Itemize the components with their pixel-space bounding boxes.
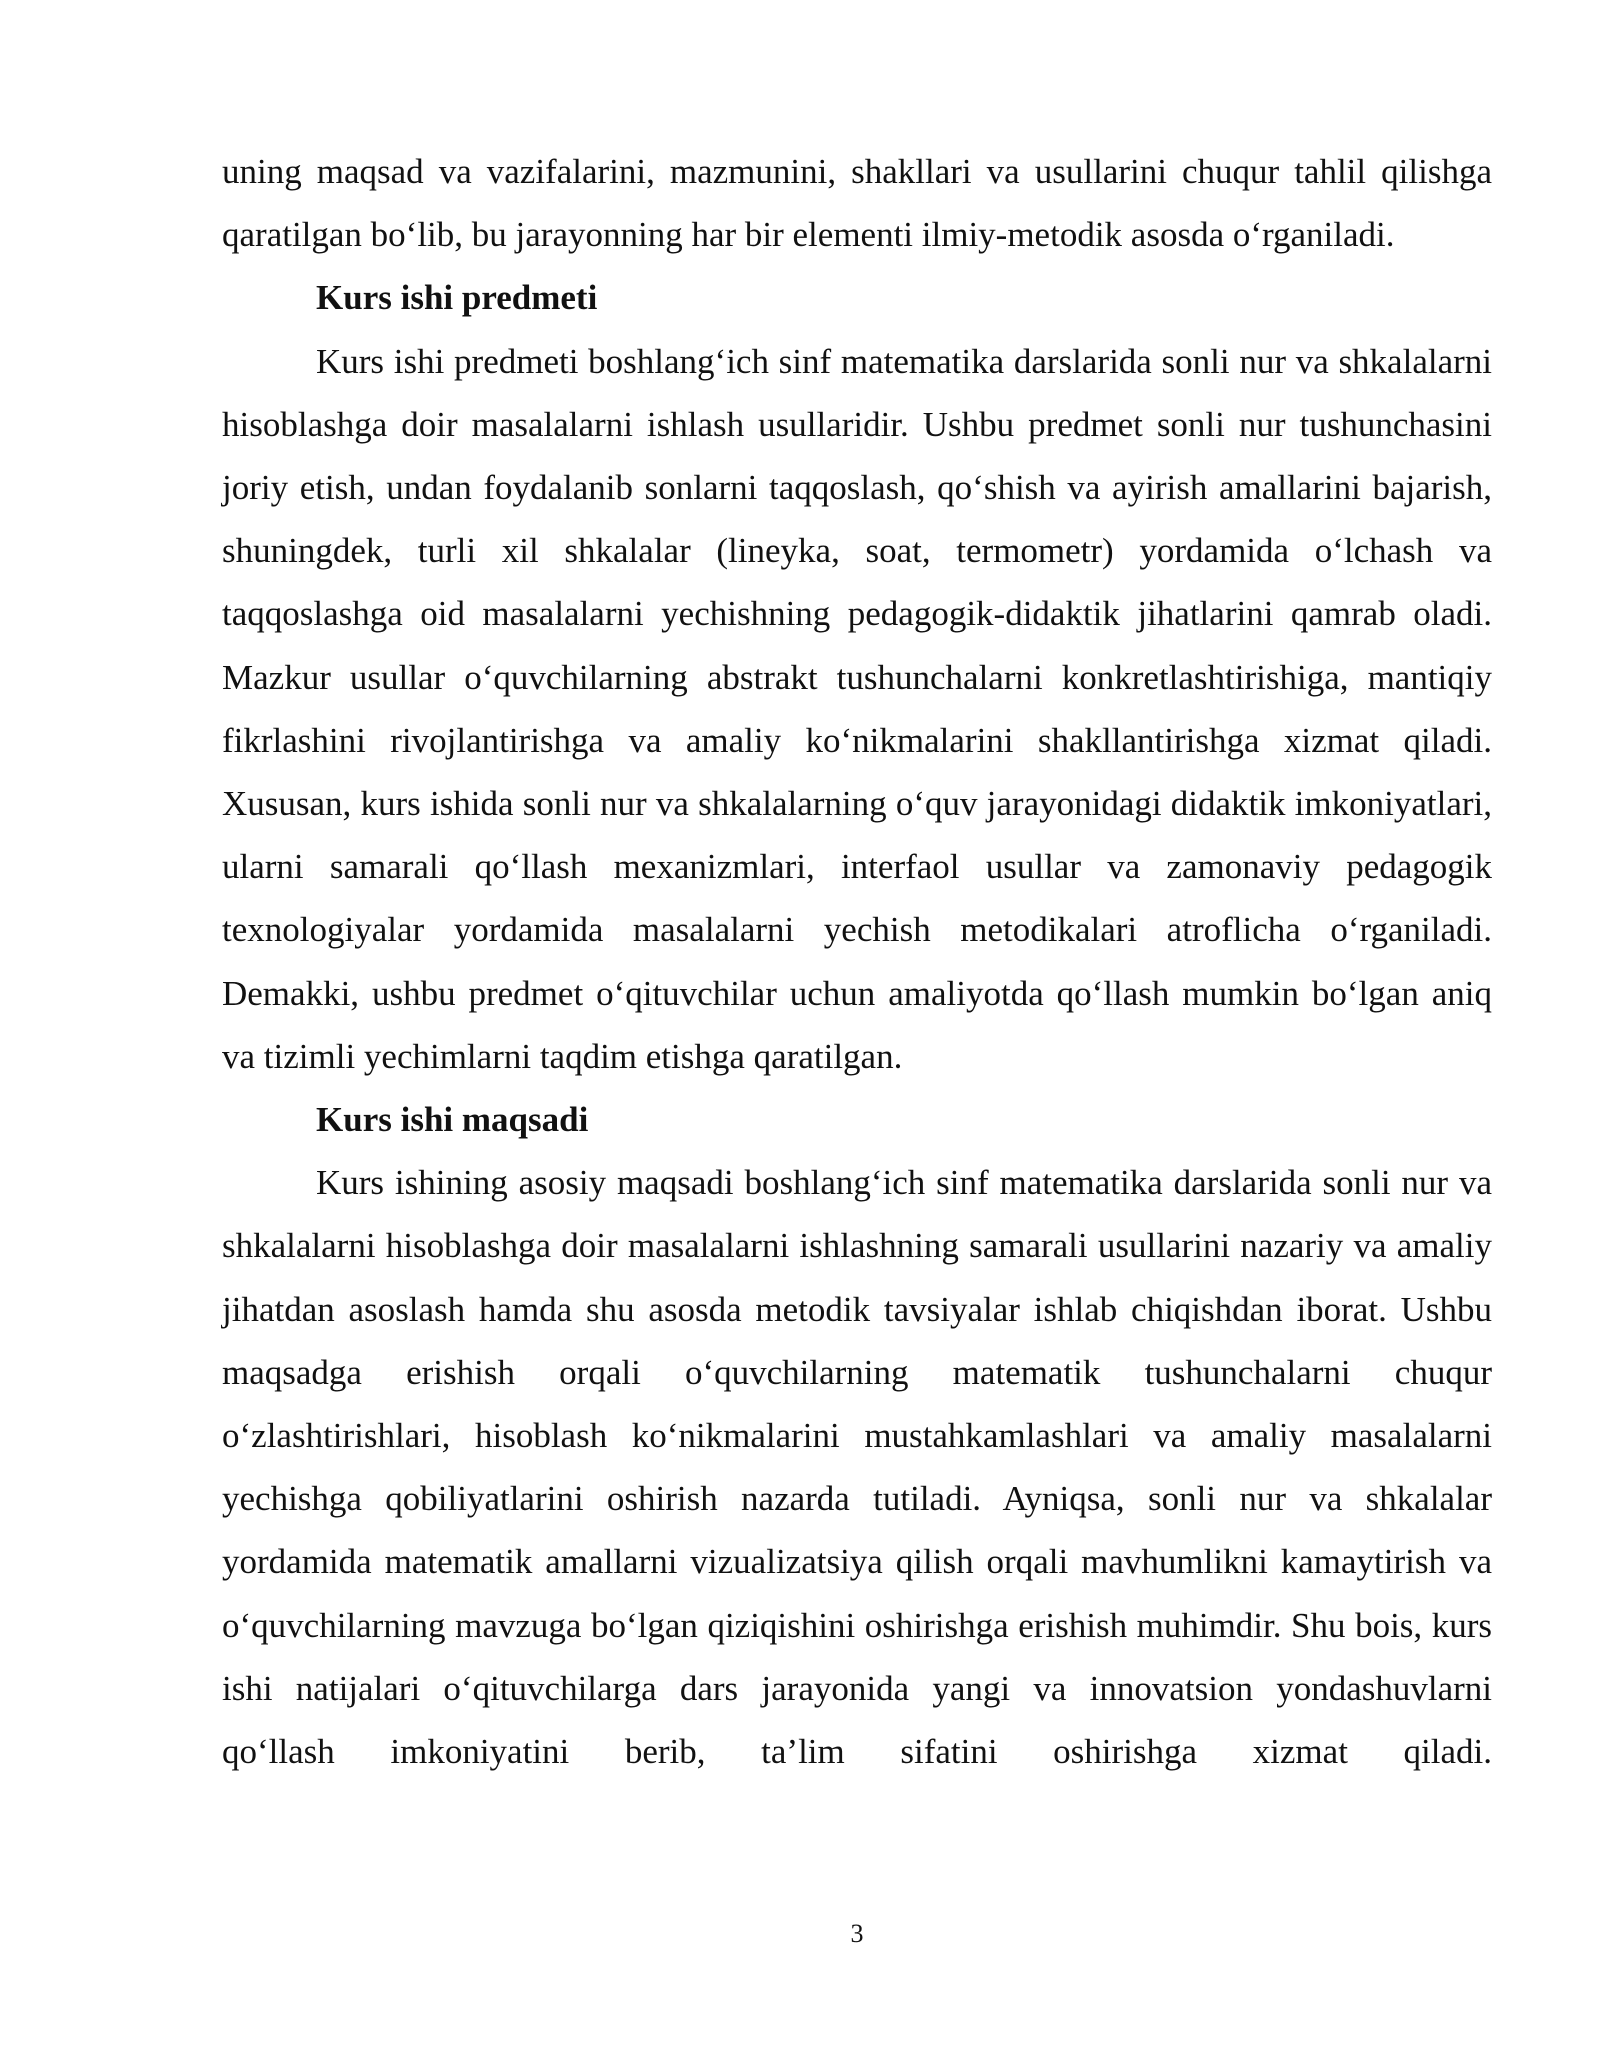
intro-paragraph: uning maqsad va vazifalarini, mazmunini, shakllari va usullarini chuqur tahlil qilishga qaratilgan bo‘lib, bu jarayonning har bir elementi ilmiy-metodik asosda o‘rganiladi. [222, 152, 1492, 255]
section-paragraph-maqsad: Kurs ishining asosiy maqsadi boshlang‘ich sinf matematika darslarida sonli nur va shkalalarni hisoblashga doir masalalarni ishlashning samarali usullarini nazariy va amaliy jihatdan asoslash hamda shu asosda metodik tavsiyalar ishlab chiqishdan iborat. Ushbu maqsadga erishish orqali o‘quvchilarning matematik tushunchalarni chuqur o‘zlashtirishlari, hisoblash ko‘nikmalarini mustahkamlashlari va amaliy masalalarni yechishga qobiliyatlarini oshirish nazarda tutiladi. Ayniqsa, sonli nur va shkalalar yordamida matematik amallarni vizualizatsiya qilish orqali mavhumlikni kamaytirish va o‘quvchilarning mavzuga bo‘lgan qiziqishini oshirishga erishish muhimdir. Shu bois, kurs ishi natijalari o‘qituvchilarga dars jarayonida yangi va innovatsion yondashuvlarni qo‘llash imkoniyatini berib, ta’lim sifatini oshirishga xizmat qiladi. [222, 1163, 1492, 1772]
section-paragraph-predmet: Kurs ishi predmeti boshlang‘ich sinf matematika darslarida sonli nur va shkalalarni hisoblashga doir masalalarni ishlash usullaridir. Ushbu predmet sonli nur tushunchasini joriy etish, undan foydalanib sonlarni taqqoslash, qo‘shish va ayirish amallarini bajarish, shuningdek, turli xil shkalalar (lineyka, soat, termometr) yordamida o‘lchash va taqqoslashga oid masalalarni yechishning pedagogik-didaktik jihatlarini qamrab oladi. Mazkur usullar o‘quvchilarning abstrakt tushunchalarni konkretlashtirishiga, mantiqiy fikrlashini rivojlantirishga va amaliy ko‘nikmalarini shakllantirishga xizmat qiladi. Xususan, kurs ishida sonli nur va shkalalarning o‘quv jarayonidagi didaktik imkoniyatlari, ularni samarali qo‘llash mexanizmlari, interfaol usullar va zamonaviy pedagogik texnologiyalar yordamida masalalarni yechish metodikalari atroflicha o‘rganiladi. Demakki, ushbu predmet o‘qituvchilar uchun amaliyotda qo‘llash mumkin bo‘lgan aniq va tizimli yechimlarni taqdim etishga qaratilgan. [222, 341, 1492, 1076]
section-heading-maqsad: Kurs ishi maqsadi [316, 1100, 589, 1140]
page-number: 3 [850, 1919, 864, 1948]
document-page [222, 140, 1492, 1783]
section-heading-predmet: Kurs ishi predmeti [316, 278, 598, 318]
